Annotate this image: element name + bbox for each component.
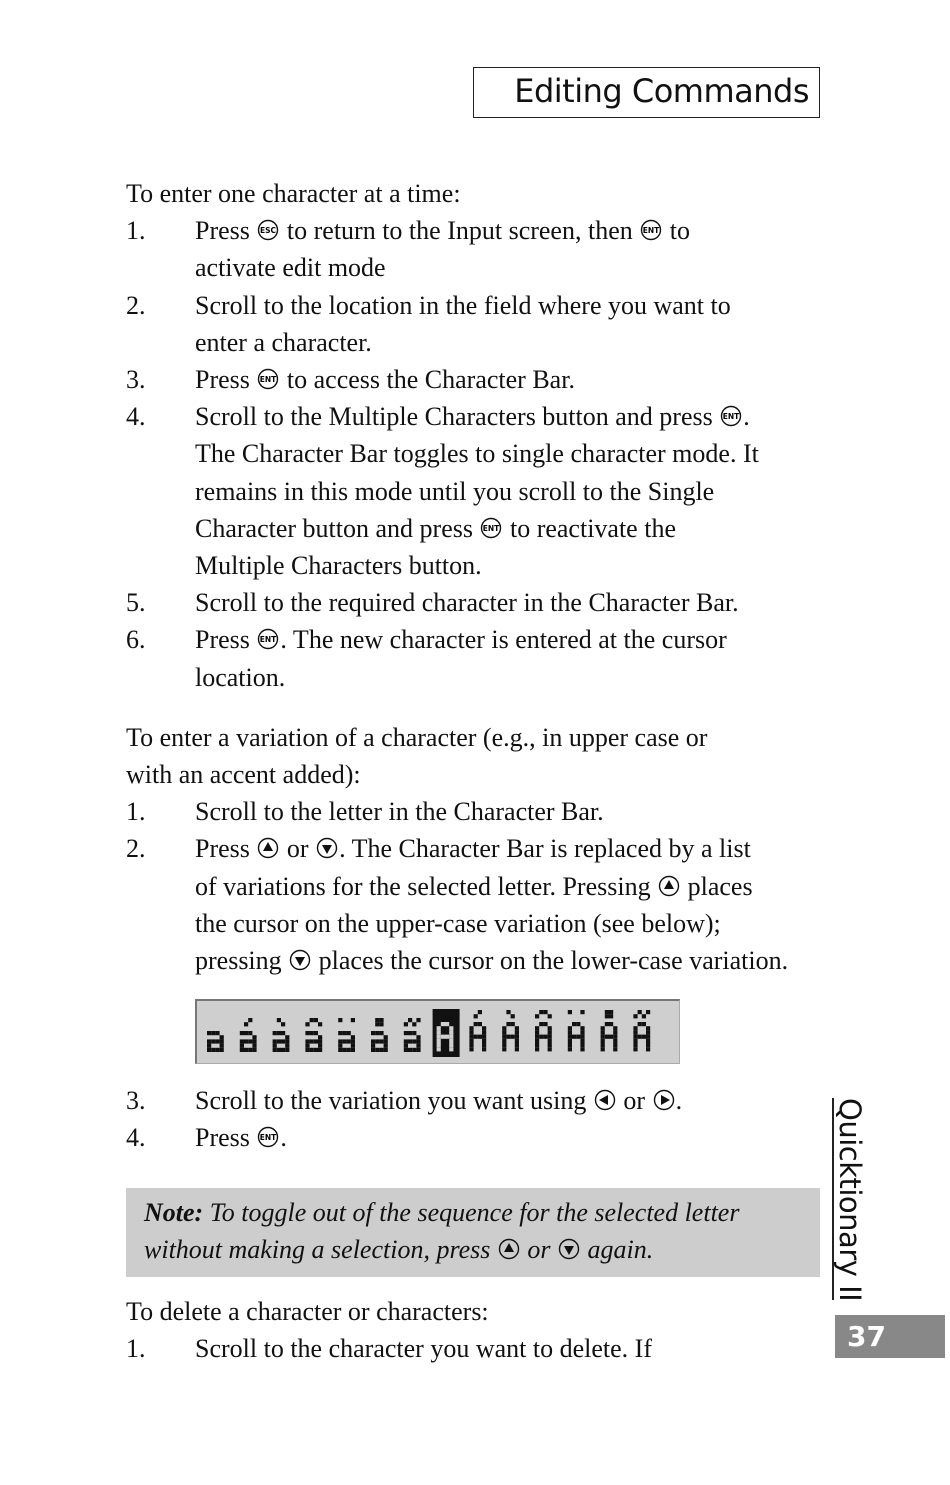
list-item: 3. Press ENT to access the Character Bar. <box>126 361 826 398</box>
page-number: 37 <box>835 1315 945 1358</box>
step-number: 5. <box>126 588 146 618</box>
section2-intro: To enter a variation of a character (e.g., in upper case or with an accent added): <box>126 722 708 790</box>
page-title: Editing Commands <box>514 72 809 110</box>
svg-text:ESC: ESC <box>260 226 277 236</box>
list-item: 2. Press or . The Character Bar is replaced by a list of variations for the selected letter. Pressing places the cursor on the upper-case variation (see below); pressing places the cursor on the lower-case variation. <box>126 830 826 979</box>
ent-key-icon <box>720 405 742 427</box>
svg-text:ENT: ENT <box>260 1133 277 1143</box>
step-number: 1. <box>126 1334 146 1364</box>
up-arrow-key-icon <box>257 837 279 859</box>
up-arrow-key-icon <box>498 1238 520 1260</box>
ent-key-icon <box>640 219 662 241</box>
left-arrow-key-icon <box>594 1089 616 1111</box>
svg-text:ENT: ENT <box>722 412 740 422</box>
down-arrow-key-icon <box>316 837 338 859</box>
ent-key-icon <box>257 1126 279 1148</box>
section3 <box>126 1293 826 1367</box>
step-number: 4. <box>126 1123 146 1153</box>
down-arrow-key-icon <box>558 1238 580 1260</box>
note-label: Note: <box>144 1198 204 1227</box>
list-item: 4. Press ENT . <box>126 1119 826 1156</box>
svg-text:ENT: ENT <box>260 635 277 645</box>
step-number: 6. <box>126 625 146 655</box>
section3-intro: To delete a character or characters: <box>126 1297 489 1326</box>
svg-text:ENT: ENT <box>260 375 277 385</box>
character-variation-bar <box>195 999 680 1064</box>
section1-intro: To enter one character at a time: <box>126 179 461 208</box>
step-number: 3. <box>126 1086 146 1116</box>
step-number: 1. <box>126 797 146 827</box>
step-number: 3. <box>126 365 146 395</box>
main-content <box>126 175 826 1157</box>
list-item: 2. Scroll to the location in the field where you want to enter a character. <box>126 287 826 361</box>
ent-key-icon <box>480 517 502 539</box>
ent-key-icon <box>257 628 279 650</box>
ent-key-icon <box>257 368 279 390</box>
step-number: 4. <box>126 402 146 432</box>
list-item: 1. Scroll to the character you want to delete. If <box>126 1330 826 1367</box>
right-arrow-key-icon <box>653 1089 675 1111</box>
list-item: 4. Scroll to the Multiple Characters button and press ENT . The Character Bar toggles to single character mode. It remains in this mode until you scroll to the Single Character button and press ENT to reactivate the Multiple Characters button. <box>126 398 826 584</box>
svg-text:ENT: ENT <box>642 226 660 236</box>
step-number: 1. <box>126 216 146 246</box>
list-item: 1. Scroll to the letter in the Character Bar. <box>126 793 826 830</box>
list-item: 6. Press ENT . The new character is entered at the cursor location. <box>126 621 826 695</box>
svg-text:ENT: ENT <box>483 523 500 533</box>
header-box <box>473 67 820 118</box>
list-item: 3. Scroll to the variation you want using or . <box>126 1082 826 1119</box>
sidebar-product-title: Quicktionary II <box>833 1098 867 1302</box>
step-number: 2. <box>126 290 146 320</box>
step-number: 2. <box>126 834 146 864</box>
esc-key-icon <box>257 219 279 241</box>
character-variation-glyphs <box>207 1009 667 1057</box>
list-item: 5. Scroll to the required character in the Character Bar. <box>126 584 826 621</box>
down-arrow-key-icon <box>289 949 311 971</box>
list-item: 1. Press ESC to return to the Input screen, then ENT to activate edit mode <box>126 212 826 286</box>
up-arrow-key-icon <box>658 875 680 897</box>
note-box: Note: To toggle out of the sequence for the selected letter without making a selection, press or again. <box>126 1188 820 1277</box>
